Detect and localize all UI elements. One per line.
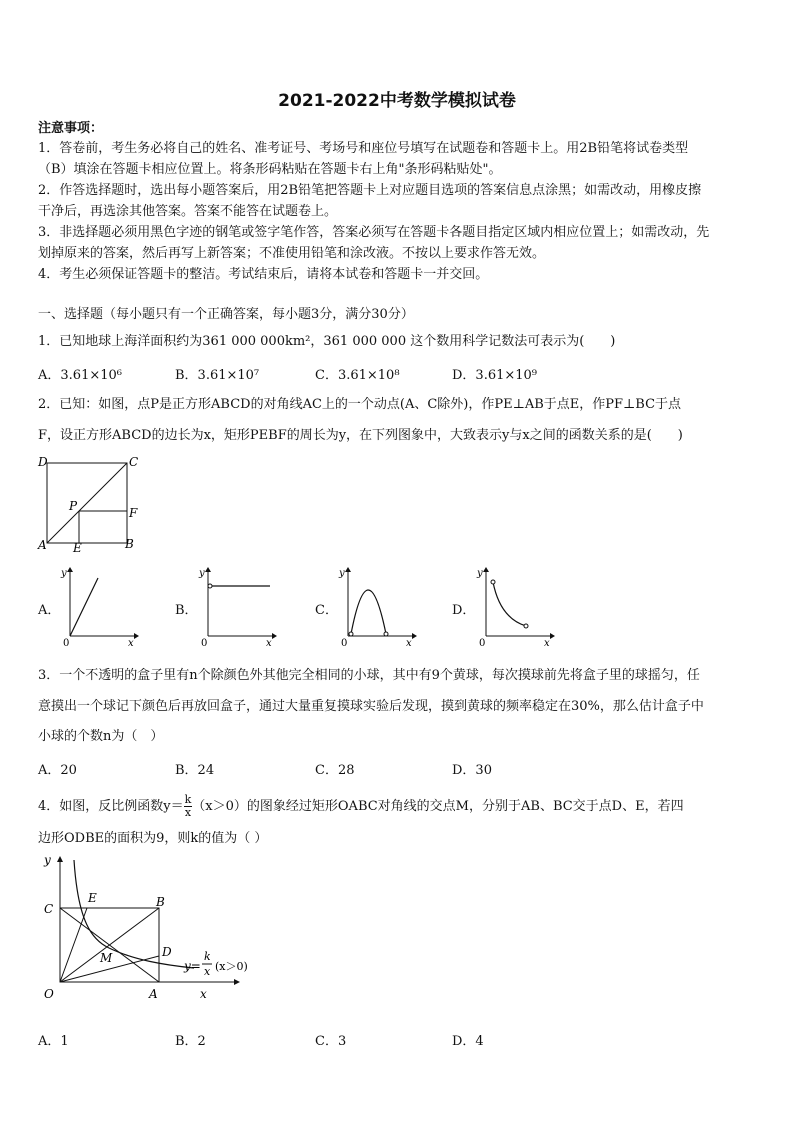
q4-stem-part-1: 4．如图，反比例函数y＝ xyxy=(38,799,184,814)
y-axis-label: y xyxy=(44,853,51,867)
label-e: E xyxy=(88,891,97,905)
origin-label: 0 xyxy=(341,638,348,648)
notice-heading: 注意事项： xyxy=(38,121,104,136)
question-1-stem: 1．已知地球上海洋面积约为361 000 000km²，361 000 000 这个数用科学记数法可表示为( ) xyxy=(38,334,616,349)
notice-line: 3．非选择题必须用黑色字迹的钢笔或签字笔作答，答案必须写在答题卡各题目指定区域内相应位置上；如需改动，先 xyxy=(38,225,710,240)
y-axis-label: y xyxy=(61,568,67,579)
notice-line: 2．作答选择题时，选出每小题答案后，用2B铅笔把答题卡上对应题目选项的答案信息点涂黑；如需改动，用橡皮擦 xyxy=(38,183,702,198)
fraction-k-over-x xyxy=(184,794,193,819)
question-2-stem-1: 2．已知：如图，点P是正方形ABCD的对角线AC上的一个动点(A、C除外)，作PE⊥AB于点E，作PF⊥BC于点 xyxy=(38,397,682,412)
q1-option-d: D．3.61×10⁹ xyxy=(452,368,538,383)
graph-c xyxy=(338,566,418,648)
question-3-stem-3: 小球的个数n为（ ） xyxy=(38,729,164,744)
label-o: O xyxy=(44,987,54,1001)
function-label-k: k xyxy=(204,950,211,963)
q2-option-c: C． xyxy=(315,603,338,618)
label-d: D xyxy=(162,945,172,959)
q3-option-d: D．30 xyxy=(452,763,492,778)
q2-option-a: A． xyxy=(38,603,61,618)
q1-option-a: A．3.61×10⁶ xyxy=(38,368,122,383)
fraction-denominator: x xyxy=(184,806,192,819)
label-a: A xyxy=(149,987,158,1001)
label-e: E xyxy=(73,541,82,554)
x-axis-label: x xyxy=(544,638,550,648)
q4-option-d: D．4 xyxy=(452,1034,484,1049)
label-d: D xyxy=(38,455,48,469)
function-label-y: y= xyxy=(184,959,201,973)
question-3-stem-1: 3．一个不透明的盒子里有n个除颜色外其他完全相同的小球，其中有9个黄球，每次摸球前先将盒子里的球摇匀，任 xyxy=(38,668,700,683)
graph-d xyxy=(476,566,556,648)
x-axis-label: x xyxy=(266,638,272,648)
y-axis-label: y xyxy=(477,568,483,579)
label-p: P xyxy=(69,499,78,513)
x-axis-label: x xyxy=(128,638,134,648)
q3-option-a: A．20 xyxy=(38,763,77,778)
origin-label: 0 xyxy=(63,638,70,648)
label-a: A xyxy=(38,538,47,552)
q2-option-d: D． xyxy=(452,603,476,618)
q4-option-a: A．1 xyxy=(38,1034,69,1049)
y-axis-label: y xyxy=(199,568,205,579)
square-figure xyxy=(36,452,146,554)
label-c: C xyxy=(44,902,54,916)
q1-option-b: B．3.61×10⁷ xyxy=(175,368,260,383)
q2-option-b: B． xyxy=(175,603,198,618)
notice-line: （B）填涂在答题卡相应位置上。将条形码粘贴在答题卡右上角"条形码粘贴处"。 xyxy=(38,162,502,177)
notice-line: 划掉原来的答案，然后再写上新答案；不准使用铅笔和涂改液。不按以上要求作答无效。 xyxy=(38,246,546,261)
y-axis-label: y xyxy=(339,568,345,579)
q1-option-c: C．3.61×10⁸ xyxy=(315,368,400,383)
notice-line: 干净后，再选涂其他答案。答案不能答在试题卷上。 xyxy=(38,204,338,219)
page-title: 2021-2022中考数学模拟试卷 xyxy=(278,91,516,111)
function-label-x: x xyxy=(204,965,211,978)
q4-option-c: C．3 xyxy=(315,1034,347,1049)
q4-stem-part-2: （x＞0）的图象经过矩形OABC对角线的交点M，分别于AB、BC交于点D、E，若四 xyxy=(192,799,684,814)
q3-option-c: C．28 xyxy=(315,763,355,778)
section-heading: 一、选择题（每小题只有一个正确答案，每小题3分，满分30分） xyxy=(38,307,414,322)
question-4-stem-2: 边形ODBE的面积为9，则k的值为（ ） xyxy=(38,831,268,846)
fraction-numerator: k xyxy=(184,793,192,806)
graph-b xyxy=(198,566,278,648)
x-axis-label: x xyxy=(406,638,412,648)
origin-label: 0 xyxy=(479,638,486,648)
notice-line: 1．答卷前，考生务必将自己的姓名、准考证号、考场号和座位号填写在试题卷和答题卡上。用2B铅笔将试卷类型 xyxy=(38,141,689,156)
question-2-stem-2: F，设正方形ABCD的边长为x，矩形PEBF的周长为y，在下列图象中，大致表示y与x之间的函数关系的是( ) xyxy=(38,428,683,443)
origin-label: 0 xyxy=(201,638,208,648)
label-m: M xyxy=(100,951,113,965)
question-4-stem-1 xyxy=(38,794,758,819)
label-b: B xyxy=(125,537,134,551)
label-c: C xyxy=(129,455,139,469)
q3-option-b: B．24 xyxy=(175,763,215,778)
label-f: F xyxy=(129,506,138,520)
x-axis-label: x xyxy=(200,987,207,1001)
q4-option-b: B．2 xyxy=(175,1034,206,1049)
hyperbola-rectangle-figure xyxy=(34,852,264,1004)
question-3-stem-2: 意摸出一个球记下颜色后再放回盒子，通过大量重复摸球实验后发现，摸到黄球的频率稳定在30%，那么估计盒子中 xyxy=(38,699,704,714)
notice-line: 4．考生必须保证答题卡的整洁。考试结束后，请将本试卷和答题卡一并交回。 xyxy=(38,267,489,282)
graph-a xyxy=(60,566,140,648)
function-condition: (x＞0) xyxy=(215,960,248,973)
label-b: B xyxy=(156,895,165,909)
